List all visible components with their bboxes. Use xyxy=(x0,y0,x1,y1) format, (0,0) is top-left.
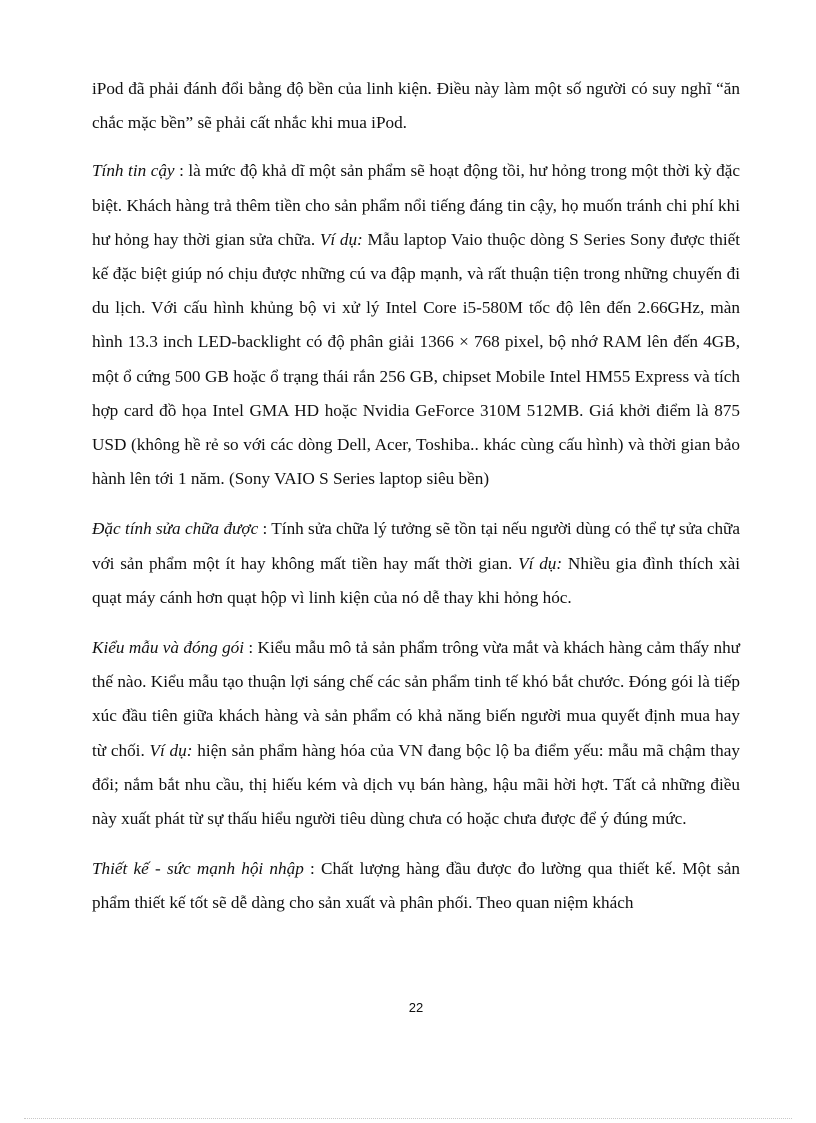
paragraph-repairability xyxy=(92,512,740,615)
page-number: 22 xyxy=(408,1000,424,1015)
example-text: hiện sản phẩm hàng hóa của VN đang bộc lộ ba điểm yếu: mẫu mã chậm thay đổi; nắm bắt nhu cầu, thị hiếu kém và dịch vụ bán hàng, hậu mãi hời hợt. Tất cả những điều này xuất phát từ sự thấu hiểu người tiêu dùng chưa có hoặc chưa được để ý đúng mức. xyxy=(92,740,740,829)
example-label: Ví dụ: xyxy=(319,229,363,249)
paragraph-reliability xyxy=(92,154,740,496)
paragraph-design xyxy=(92,852,740,920)
example-text: Mẫu laptop Vaio thuộc dòng S Series Sony được thiết kế đặc biệt giúp nó chịu được những cú va đập mạnh, và rất thuận tiện trong những chuyến đi du lịch. Với cấu hình khủng bộ vi xử lý Intel Core i5-580M tốc độ lên đến 2.66GHz, màn hình 13.3 inch LED-backlight có độ phân giải 1366 × 768 pixel, bộ nhớ RAM lên đến 4GB, một ổ cứng 500 GB hoặc ổ trạng thái rắn 256 GB, chipset Mobile Intel HM55 Express và tích hợp card đồ họa Intel GMA HD hoặc Nvidia GeForce 310M 512MB. Giá khởi điểm là 875 USD (không hề rẻ so với các dòng Dell, Acer, Toshiba.. khác cùng cấu hình) và thời gian bảo hành lên tới 1 năm. (Sony VAIO S Series laptop siêu bền) xyxy=(92,229,741,489)
paragraph-style-packaging xyxy=(92,631,740,836)
term-style-packaging: Kiểu mẫu và đóng gói xyxy=(92,638,245,658)
paragraph-text: : Kiểu mẫu mô tả sản phẩm trông vừa mắt và khách hàng cảm thấy như thế nào. Kiểu mẫu tạo thuận lợi sáng chế các sản phẩm tinh tế khó bắt chước. Đóng gói là tiếp xúc đầu tiên giữa khách hàng và sản phẩm có khả năng biến người mua quyết định mua hay từ chối. xyxy=(92,638,740,760)
example-label: Ví dụ: xyxy=(518,553,563,573)
paragraph-text: iPod đã phải đánh đổi bằng độ bền của linh kiện. Điều này làm một số người có suy nghĩ “ăn chắc mặc bền” sẽ phải cất nhắc khi mua iPod. xyxy=(92,79,740,133)
paragraph-text: : Tính sửa chữa lý tưởng sẽ tồn tại nếu người dùng có thể tự sửa chữa với sản phẩm một ít hay không mất tiền hay mất thời gian. xyxy=(92,519,740,573)
term-repairability: Đặc tính sửa chữa được xyxy=(92,519,259,539)
term-design: Thiết kế - sức mạnh hội nhập xyxy=(92,859,304,879)
document-page xyxy=(92,72,740,921)
paragraph-ipod-durability xyxy=(92,72,740,140)
page-bottom-divider xyxy=(24,1118,792,1119)
example-text: Nhiều gia đình thích xài quạt máy cánh hơn quạt hộp vì linh kiện của nó dễ thay khi hỏng hóc. xyxy=(92,553,740,607)
term-reliability: Tính tin cậy xyxy=(92,161,175,181)
paragraph-text: : là mức độ khả dĩ một sản phẩm sẽ hoạt động tồi, hư hỏng trong một thời kỳ đặc biệt. Khách hàng trả thêm tiền cho sản phẩm nổi tiếng đáng tin cậy, họ muốn tránh chi phí khi hư hỏng hay thời gian sửa chữa. xyxy=(92,161,740,249)
paragraph-text: : Chất lượng hàng đầu được đo lường qua thiết kế. Một sản phẩm thiết kế tốt sẽ dễ dàng cho sản xuất và phân phối. Theo quan niệm khách xyxy=(92,859,740,913)
example-label: Ví dụ: xyxy=(149,740,193,760)
